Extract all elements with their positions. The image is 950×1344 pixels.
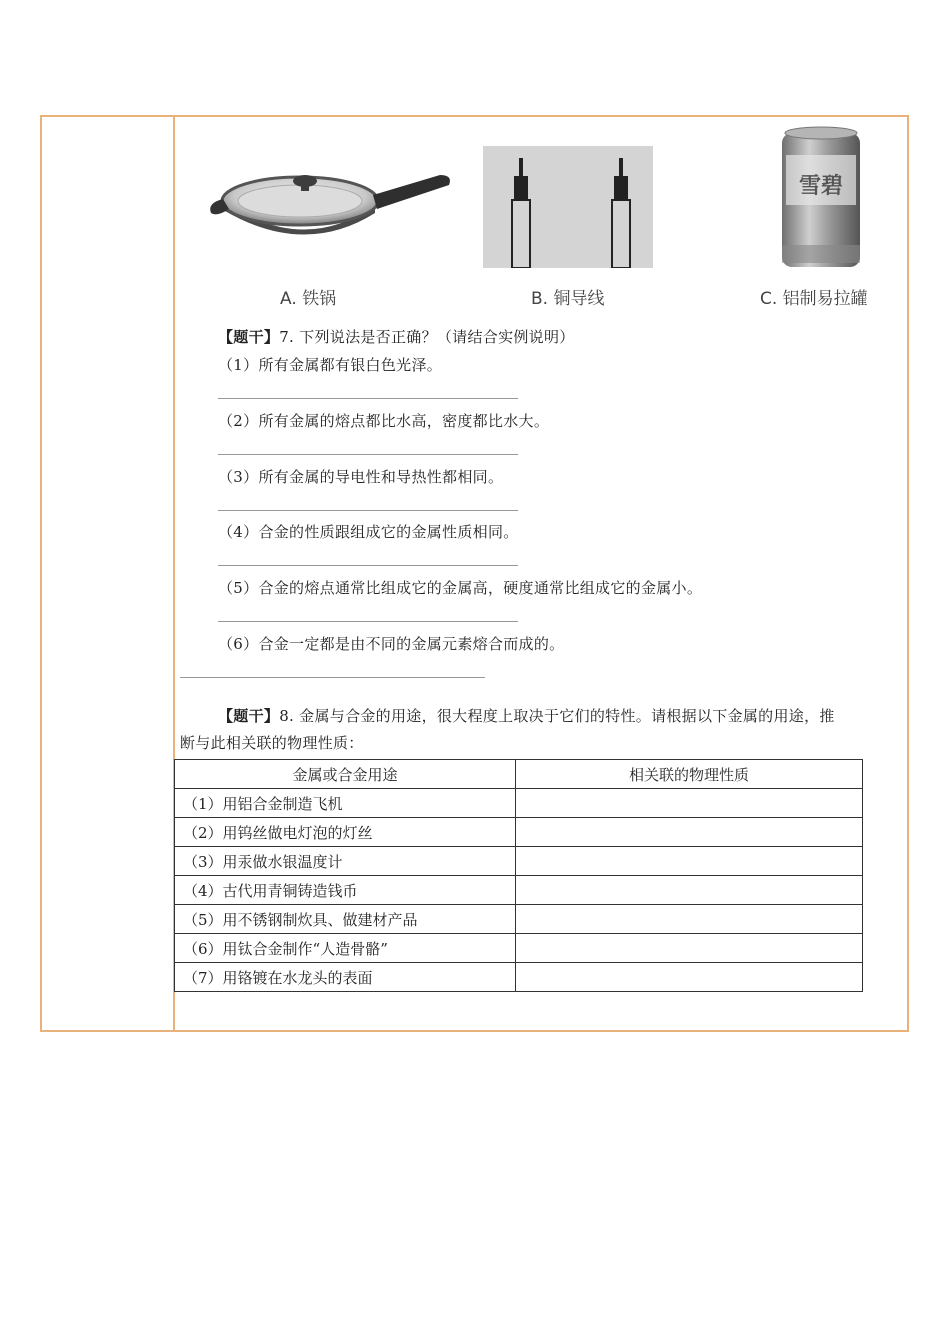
q7-tag: 【题干】 bbox=[218, 328, 280, 346]
property-answer-cell[interactable] bbox=[516, 818, 863, 847]
iron-wok-image bbox=[205, 165, 455, 245]
property-answer-cell[interactable] bbox=[516, 934, 863, 963]
table-row bbox=[175, 876, 863, 905]
q7-answer-line-5[interactable] bbox=[218, 621, 518, 622]
use-cell: （3）用汞做水银温度计 bbox=[175, 847, 516, 876]
property-answer-cell[interactable] bbox=[516, 963, 863, 992]
q7-item-1: （1）所有金属都有银白色光泽。 bbox=[218, 356, 443, 374]
copper-wire-image bbox=[483, 146, 653, 268]
table-row bbox=[175, 905, 863, 934]
figure-c-caption: C. 铝制易拉罐 bbox=[760, 289, 868, 309]
aluminum-can-image bbox=[778, 125, 864, 273]
q7-item-2: （2）所有金属的熔点都比水高，密度都比水大。 bbox=[218, 412, 550, 430]
property-answer-cell[interactable] bbox=[516, 847, 863, 876]
table-row bbox=[175, 963, 863, 992]
use-cell: （2）用钨丝做电灯泡的灯丝 bbox=[175, 818, 516, 847]
table-header-row bbox=[175, 760, 863, 789]
use-cell: （6）用钛合金制作“人造骨骼” bbox=[175, 934, 516, 963]
q7-item-6: （6）合金一定都是由不同的金属元素熔合而成的。 bbox=[218, 635, 565, 653]
use-cell: （1）用铝合金制造飞机 bbox=[175, 789, 516, 818]
q7-item-5: （5）合金的熔点通常比组成它的金属高，硬度通常比组成它的金属小。 bbox=[218, 579, 703, 597]
use-cell: （4）古代用青铜铸造钱币 bbox=[175, 876, 516, 905]
figure-b-caption: B. 铜导线 bbox=[531, 289, 605, 309]
header-property: 相关联的物理性质 bbox=[516, 760, 863, 789]
q7-answer-line-6[interactable] bbox=[180, 677, 485, 678]
table-row bbox=[175, 847, 863, 876]
q7-answer-line-2[interactable] bbox=[218, 454, 518, 455]
table-row bbox=[175, 934, 863, 963]
header-use: 金属或合金用途 bbox=[175, 760, 516, 789]
table-row bbox=[175, 789, 863, 818]
q7-item-3: （3）所有金属的导电性和导热性都相同。 bbox=[218, 468, 504, 486]
q7-item-4: （4）合金的性质跟组成它的金属性质相同。 bbox=[218, 523, 519, 541]
property-answer-cell[interactable] bbox=[516, 789, 863, 818]
q8-stem-line-2: 断与此相关联的物理性质： bbox=[180, 734, 364, 752]
q8-tag: 【题干】 bbox=[218, 707, 280, 725]
q7-answer-line-3[interactable] bbox=[218, 510, 518, 511]
q8-stem-line-1 bbox=[218, 705, 835, 726]
q7-answer-line-4[interactable] bbox=[218, 565, 518, 566]
q7-answer-line-1[interactable] bbox=[218, 398, 518, 399]
use-cell: （5）用不锈钢制炊具、做建材产品 bbox=[175, 905, 516, 934]
q7-stem-text: 7. 下列说法是否正确？（请结合实例说明） bbox=[279, 328, 575, 346]
table-row bbox=[175, 818, 863, 847]
use-cell: （7）用铬镀在水龙头的表面 bbox=[175, 963, 516, 992]
uses-table bbox=[174, 759, 863, 992]
property-answer-cell[interactable] bbox=[516, 876, 863, 905]
property-answer-cell[interactable] bbox=[516, 905, 863, 934]
q7-stem bbox=[218, 326, 575, 347]
figure-a-caption: A. 铁锅 bbox=[280, 289, 337, 309]
q8-stem-text-1: 8. 金属与合金的用途，很大程度上取决于它们的特性。请根据以下金属的用途，推 bbox=[279, 707, 835, 725]
can-brand-text: 雪碧 bbox=[798, 174, 844, 199]
